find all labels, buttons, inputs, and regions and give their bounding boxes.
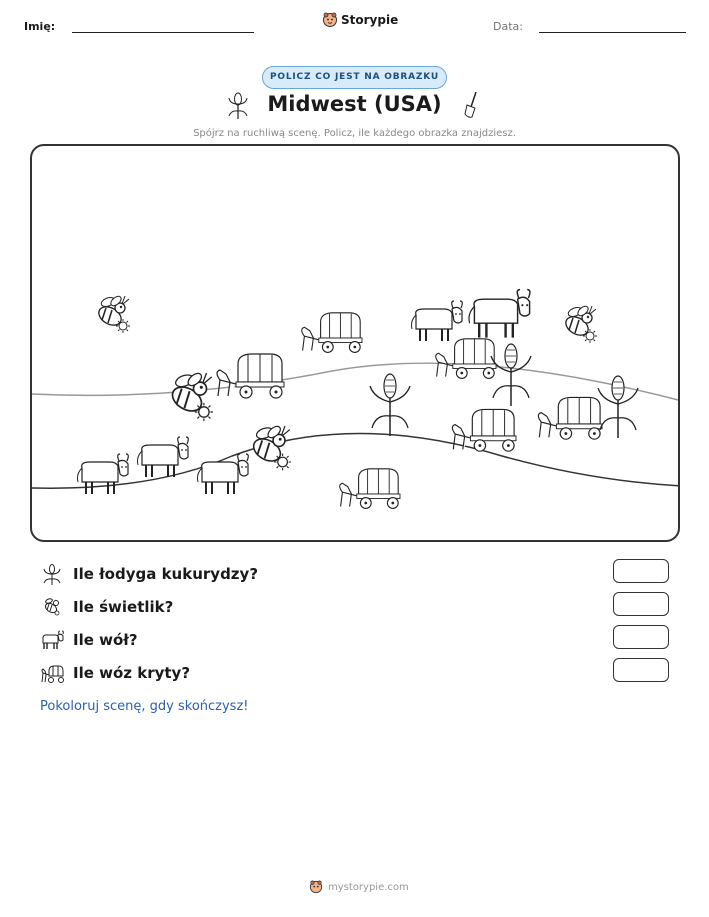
covered-wagon: [538, 397, 602, 439]
ox: [78, 454, 129, 494]
name-line[interactable]: [72, 32, 254, 33]
question-firefly: [40, 594, 173, 620]
covered-wagon: [340, 469, 400, 509]
site-url[interactable]: mystorypie.com: [328, 881, 409, 893]
firefly-icon: [40, 595, 64, 619]
ox: [138, 437, 189, 477]
covered-wagon: [302, 313, 362, 353]
answer-box-corn[interactable]: [613, 559, 669, 583]
corn-stalk: [370, 374, 410, 436]
firefly: [96, 294, 130, 333]
storypie-mascot-icon: [309, 880, 323, 894]
scene-drawing: [32, 146, 680, 542]
ox: [412, 301, 463, 341]
question-ox: [40, 627, 138, 653]
activity-badge: POLICZ CO JEST NA OBRAZKU: [262, 66, 447, 89]
covered-wagon: [436, 339, 496, 379]
corn-stalk: [598, 376, 638, 438]
corn-stalk-icon: [40, 562, 64, 586]
covered-wagon: [217, 354, 284, 398]
date-line[interactable]: [539, 32, 686, 33]
shovel-icon: [462, 90, 482, 120]
question-text: Ile łodyga kukurydzy?: [73, 565, 259, 583]
color-instruction: Pokoloruj scenę, gdy skończysz!: [40, 699, 249, 714]
name-label: Imię:: [24, 20, 56, 33]
instructions: Spójrz na ruchliwą scenę. Policz, ile każdego obrazka znajdziesz.: [193, 128, 516, 139]
brand-name: Storypie: [341, 13, 399, 27]
answer-box-wagon[interactable]: [613, 658, 669, 682]
covered-wagon-icon: [40, 661, 64, 685]
question-corn: [40, 561, 258, 587]
page-title: Midwest (USA): [267, 92, 442, 116]
question-text: Ile świetlik?: [73, 598, 174, 616]
footer-site: [309, 880, 409, 894]
date-label: Data:: [493, 20, 523, 33]
counting-scene: [30, 144, 680, 542]
question-wagon: [40, 660, 190, 686]
firefly: [563, 304, 597, 343]
answer-box-firefly[interactable]: [613, 592, 669, 616]
answer-box-ox[interactable]: [613, 625, 669, 649]
storypie-logo: [322, 12, 398, 28]
ox-icon: [40, 628, 64, 652]
storypie-mascot-icon: [322, 12, 338, 28]
question-text: Ile wół?: [73, 631, 138, 649]
question-text: Ile wóz kryty?: [73, 664, 191, 682]
corn-stalk: [491, 344, 531, 406]
firefly: [250, 424, 291, 470]
firefly: [168, 371, 213, 421]
ox: [469, 290, 530, 338]
